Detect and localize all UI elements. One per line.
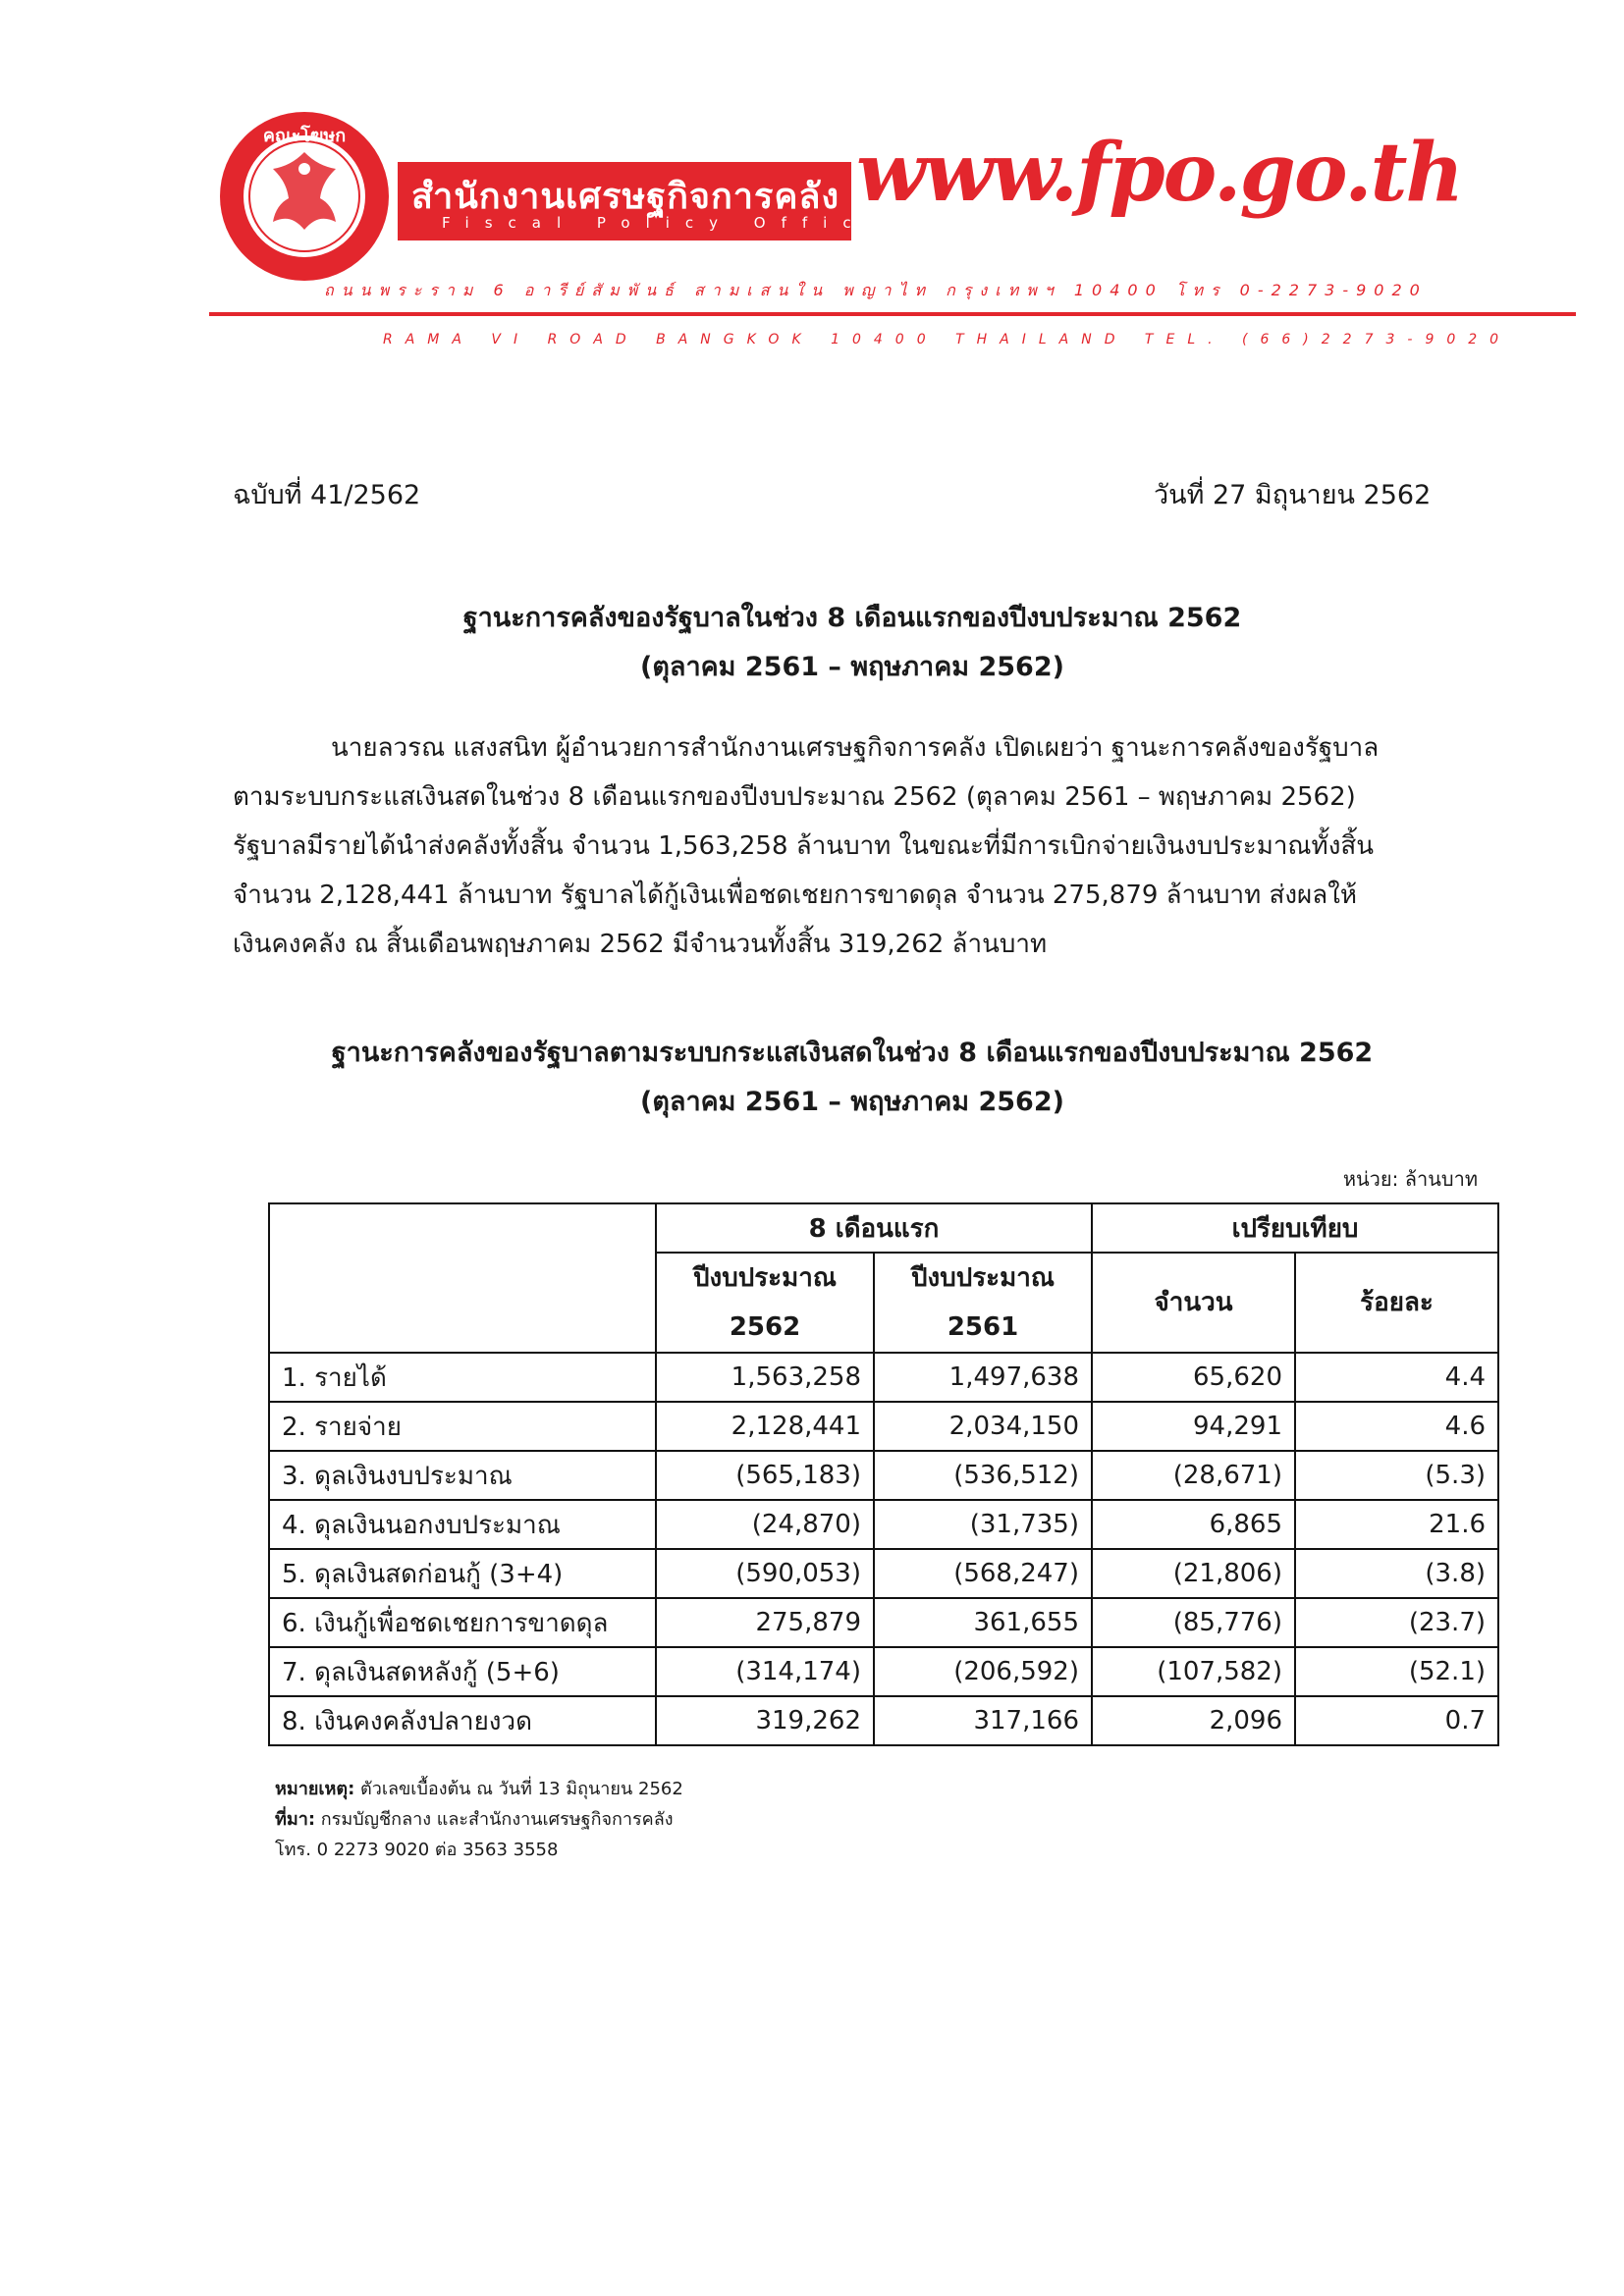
cell-fy2561: (206,592) — [874, 1647, 1092, 1696]
cell-fy2561: 1,497,638 — [874, 1353, 1092, 1402]
cell-fy2562: 1,563,258 — [656, 1353, 874, 1402]
table-title-line2: (ตุลาคม 2561 – พฤษภาคม 2562) — [640, 1087, 1064, 1117]
document-title-line1: ฐานะการคลังของรัฐบาลในช่วง 8 เดือนแรกของปีงบประมาณ 2562 — [462, 603, 1242, 633]
table-title-line1: ฐานะการคลังของรัฐบาลตามระบบกระแสเงินสดในช่วง 8 เดือนแรกของปีงบประมาณ 2562 — [331, 1038, 1374, 1068]
org-name-english: Fiscal Policy Office — [442, 214, 892, 232]
row-label: 2. รายจ่าย — [269, 1402, 656, 1451]
cell-percent: (23.7) — [1295, 1598, 1498, 1647]
org-name-thai: สำนักงานเศรษฐกิจการคลัง — [411, 177, 840, 217]
cell-fy2562: (590,053) — [656, 1549, 874, 1598]
row-label: 5. ดุลเงินสดก่อนกู้ (3+4) — [269, 1549, 656, 1598]
cell-fy2561: (568,247) — [874, 1549, 1092, 1598]
org-name-band — [398, 162, 892, 240]
row-label: 6. เงินกู้เพื่อชดเชยการขาดดุล — [269, 1598, 656, 1647]
table-row — [269, 1549, 1498, 1598]
cell-percent: (3.8) — [1295, 1549, 1498, 1598]
table-row — [269, 1451, 1498, 1500]
cell-amount: (28,671) — [1092, 1451, 1295, 1500]
cell-percent: 21.6 — [1295, 1500, 1498, 1549]
cell-amount: 6,865 — [1092, 1500, 1295, 1549]
header-fy2562 — [656, 1253, 874, 1353]
cell-amount: 65,620 — [1092, 1353, 1295, 1402]
row-label: 8. เงินคงคลังปลายงวด — [269, 1696, 656, 1745]
table-row — [269, 1402, 1498, 1451]
source-note — [275, 1804, 674, 1833]
body-line: จำนวน 2,128,441 ล้านบาท รัฐบาลได้กู้เงินเพื่อชดเชยการขาดดุล จำนวน 275,879 ล้านบาท ส่งผลให้ — [233, 881, 1358, 910]
cell-percent: 4.4 — [1295, 1353, 1498, 1402]
cell-fy2562: (24,870) — [656, 1500, 874, 1549]
row-label: 3. ดุลเงินงบประมาณ — [269, 1451, 656, 1500]
header-group-comparison: เปรียบเทียบ — [1092, 1203, 1498, 1253]
fpo-seal-logo — [216, 108, 393, 285]
header-fy2562-line1: ปีงบประมาณ — [693, 1263, 837, 1293]
cell-amount: (21,806) — [1092, 1549, 1295, 1598]
cell-amount: (85,776) — [1092, 1598, 1295, 1647]
cell-percent: 0.7 — [1295, 1696, 1498, 1745]
header-percent: ร้อยละ — [1295, 1253, 1498, 1353]
header-amount: จำนวน — [1092, 1253, 1295, 1353]
cell-amount: 94,291 — [1092, 1402, 1295, 1451]
body-paragraph — [233, 723, 1472, 969]
address-thai: ถนนพระราม 6 อารีย์สัมพันธ์ สามเสนใน พญาไท กรุงเทพฯ 10400 โทร 0-2273-9020 — [324, 281, 1428, 299]
cell-amount: 2,096 — [1092, 1696, 1295, 1745]
issue-date: วันที่ 27 มิถุนายน 2562 — [1154, 480, 1432, 510]
body-line: นายลวรณ แสงสนิท ผู้อำนวยการสำนักงานเศรษฐกิจการคลัง เปิดเผยว่า ฐานะการคลังของรัฐบาล — [331, 733, 1380, 763]
website-url[interactable]: www.fpo.go.th — [856, 126, 1463, 220]
cell-fy2562: (314,174) — [656, 1647, 874, 1696]
fiscal-position-table — [268, 1202, 1499, 1746]
row-label: 7. ดุลเงินสดหลังกู้ (5+6) — [269, 1647, 656, 1696]
document-title-line2: (ตุลาคม 2561 – พฤษภาคม 2562) — [640, 652, 1064, 682]
table-row — [269, 1696, 1498, 1745]
header-fy2561-line1: ปีงบประมาณ — [911, 1263, 1055, 1293]
row-label: 4. ดุลเงินนอกงบประมาณ — [269, 1500, 656, 1549]
header-group-8-months: 8 เดือนแรก — [656, 1203, 1092, 1253]
cell-percent: 4.6 — [1295, 1402, 1498, 1451]
remark-text: ตัวเลขเบื้องต้น ณ วันที่ 13 มิถุนายน 2562 — [354, 1779, 683, 1799]
cell-fy2561: (536,512) — [874, 1451, 1092, 1500]
cell-fy2562: 2,128,441 — [656, 1402, 874, 1451]
cell-amount: (107,582) — [1092, 1647, 1295, 1696]
header-blank — [269, 1203, 656, 1353]
cell-fy2561: 317,166 — [874, 1696, 1092, 1745]
address-english: RAMA VI ROAD BANGKOK 10400 THAILAND TEL. (66)2273-9020 — [383, 332, 1512, 347]
cell-fy2561: 2,034,150 — [874, 1402, 1092, 1451]
remark-label: หมายเหตุ: — [275, 1779, 355, 1799]
body-line: เงินคงคลัง ณ สิ้นเดือนพฤษภาคม 2562 มีจำนวนทั้งสิ้น 319,262 ล้านบาท — [233, 930, 1048, 959]
body-line: รัฐบาลมีรายได้นำส่งคลังทั้งสิ้น จำนวน 1,563,258 ล้านบาท ในขณะที่มีการเบิกจ่ายเงินงบประมาณทั้งสิ้น — [233, 831, 1375, 861]
header-fy2562-line2: 2562 — [729, 1312, 801, 1342]
phone-note: โทร. 0 2273 9020 ต่อ 3563 3558 — [275, 1840, 559, 1860]
svg-text:คณะโฆษก: คณะโฆษก — [262, 126, 347, 146]
issue-number: ฉบับที่ 41/2562 — [233, 480, 421, 510]
row-label: 1. รายได้ — [269, 1353, 656, 1402]
letterhead-divider — [209, 312, 1576, 316]
cell-fy2561: 361,655 — [874, 1598, 1092, 1647]
table-row — [269, 1500, 1498, 1549]
cell-percent: (52.1) — [1295, 1647, 1498, 1696]
cell-fy2561: (31,735) — [874, 1500, 1092, 1549]
table-row — [269, 1598, 1498, 1647]
source-label: ที่มา: — [275, 1809, 316, 1830]
cell-fy2562: 319,262 — [656, 1696, 874, 1745]
header-fy2561-line2: 2561 — [947, 1312, 1019, 1342]
table-row — [269, 1353, 1498, 1402]
cell-percent: (5.3) — [1295, 1451, 1498, 1500]
cell-fy2562: 275,879 — [656, 1598, 874, 1647]
header-fy2561 — [874, 1253, 1092, 1353]
remark-note — [275, 1774, 683, 1802]
table-row — [269, 1647, 1498, 1696]
body-line: ตามระบบกระแสเงินสดในช่วง 8 เดือนแรกของปีงบประมาณ 2562 (ตุลาคม 2561 – พฤษภาคม 2562) — [233, 782, 1356, 812]
cell-fy2562: (565,183) — [656, 1451, 874, 1500]
unit-label: หน่วย: ล้านบาท — [1342, 1167, 1478, 1191]
source-text: กรมบัญชีกลาง และสำนักงานเศรษฐกิจการคลัง — [315, 1809, 674, 1830]
